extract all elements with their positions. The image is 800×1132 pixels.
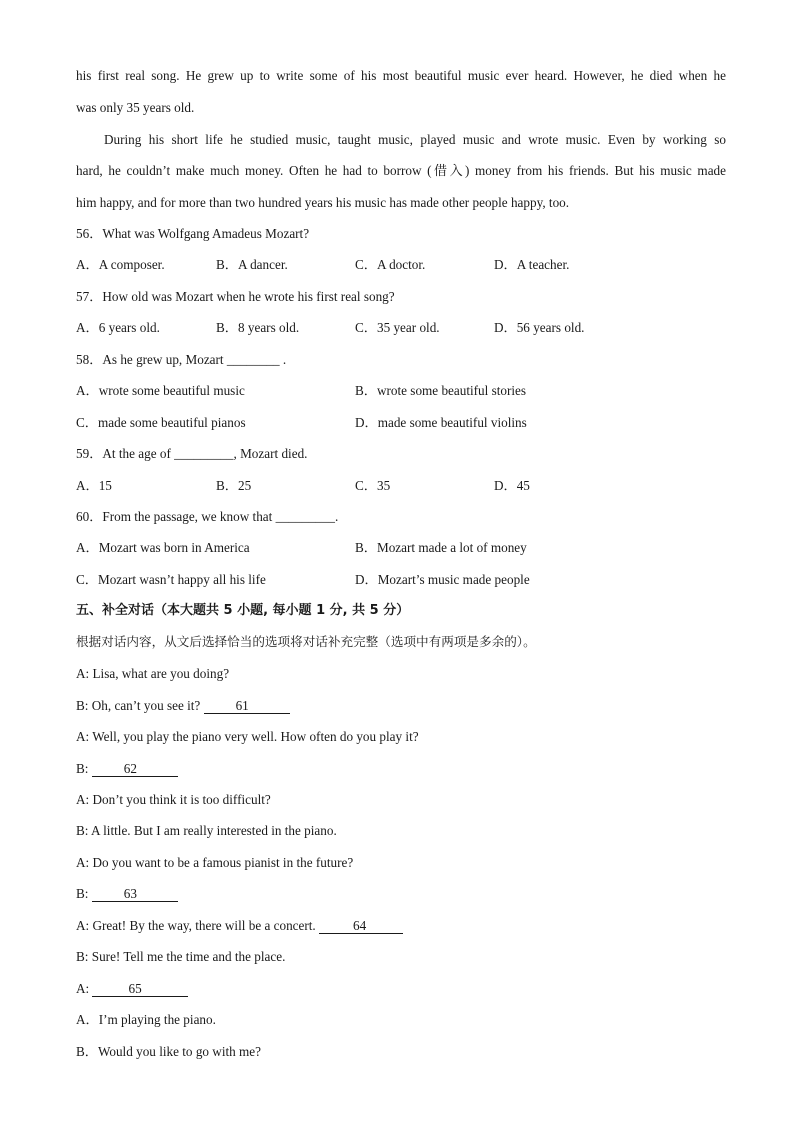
option-row [76, 570, 726, 590]
dialogue-option: A．I’m playing the piano. [76, 1012, 216, 1027]
option-d: D．45 [494, 478, 530, 493]
option-a: A．Mozart was born in America [76, 540, 250, 555]
blank-number: 61 [235, 698, 249, 713]
option-row [76, 538, 726, 558]
question-stem: 57．How old was Mozart when he wrote his first real song? [76, 289, 395, 304]
dialogue-text: A: Well, you play the piano very well. How often do you play it? [76, 729, 419, 744]
dialogue-line [76, 696, 726, 716]
answer-blank [92, 887, 178, 902]
option-a: A．6 years old. [76, 320, 160, 335]
question-stem: 58．As he grew up, Mozart ________ . [76, 352, 287, 367]
option-b: B．25 [216, 478, 252, 493]
option-row [76, 413, 726, 433]
option-b: B．Mozart made a lot of money [355, 540, 527, 555]
option-b: B．A dancer. [216, 257, 288, 272]
dialogue-text: A: Great! By the way, there will be a concert. [76, 918, 320, 933]
answer-blank [319, 919, 403, 934]
option-c: C．35 [355, 478, 391, 493]
dialogue-text: B: Oh, can’t you see it? [76, 698, 204, 713]
dialogue-text: A: [76, 981, 93, 996]
dialogue-text: B: A little. But I am really interested in the piano. [76, 823, 337, 838]
dialogue-line [76, 853, 726, 873]
option-c: C．Mozart wasn’t happy all his life [76, 572, 266, 587]
dialogue-text: B: [76, 761, 92, 776]
answer-blank [92, 762, 178, 777]
dialogue-line [76, 790, 726, 810]
passage-line: was only 35 years old. [76, 100, 195, 115]
option-row [76, 476, 726, 496]
dialogue-text: A: Lisa, what are you doing? [76, 666, 230, 681]
passage-line: During his short life he studied music, taught music, played music and wrote music. Even by working so [104, 132, 726, 147]
dialogue-text: A: Don’t you think it is too difficult? [76, 792, 271, 807]
question-stem: 59．At the age of _________, Mozart died. [76, 446, 308, 461]
blank-number: 65 [128, 981, 142, 996]
section-heading: 五、补全对话（本大题共 5 小题, 每小题 1 分, 共 5 分） [76, 603, 410, 618]
passage-line: him happy, and for more than two hundred years his music has made other people happy, too. [76, 195, 570, 210]
option-d: D．56 years old. [494, 320, 585, 335]
question-stem: 56．What was Wolfgang Amadeus Mozart? [76, 226, 310, 241]
dialogue-line [76, 821, 726, 841]
dialogue-line [76, 759, 726, 779]
dialogue-text: A: Do you want to be a famous pianist in the future? [76, 855, 354, 870]
dialogue-line [76, 979, 726, 999]
option-d: D．A teacher. [494, 257, 570, 272]
option-a: A．A composer. [76, 257, 165, 272]
dialogue-line [76, 947, 726, 967]
dialogue-line [76, 664, 726, 684]
option-a: A．wrote some beautiful music [76, 383, 245, 398]
blank-number: 64 [353, 918, 367, 933]
option-c: C．A doctor. [355, 257, 426, 272]
question-stem: 60．From the passage, we know that _________. [76, 509, 339, 524]
option-b: B．8 years old. [216, 320, 300, 335]
blank-number: 62 [123, 761, 137, 776]
option-row [76, 381, 726, 401]
option-d: D．Mozart’s music made people [355, 572, 530, 587]
dialogue-text: B: [76, 886, 92, 901]
dialogue-text: B: Sure! Tell me the time and the place. [76, 949, 286, 964]
passage-line: hard, he couldn’t make much money. Often he had to borrow (借入) money from his friends. But his music made [76, 163, 726, 178]
dialogue-line [76, 727, 726, 747]
option-d: D．made some beautiful violins [355, 415, 527, 430]
dialogue-option: B．Would you like to go with me? [76, 1044, 262, 1059]
dialogue-line [76, 916, 726, 936]
answer-blank [92, 982, 188, 997]
option-row [76, 318, 726, 338]
blank-number: 63 [123, 886, 137, 901]
section-instruction: 根据对话内容，从文后选择恰当的选项将对话补充完整（选项中有两项是多余的）。 [76, 634, 536, 649]
answer-blank [204, 699, 290, 714]
option-a: A．15 [76, 478, 112, 493]
option-b: B．wrote some beautiful stories [355, 383, 527, 398]
passage-line: his first real song. He grew up to write some of his most beautiful music ever heard. However, he died when he [76, 68, 726, 83]
option-c: C．made some beautiful pianos [76, 415, 246, 430]
option-row [76, 255, 726, 275]
option-c: C．35 year old. [355, 320, 440, 335]
dialogue-line [76, 884, 726, 904]
